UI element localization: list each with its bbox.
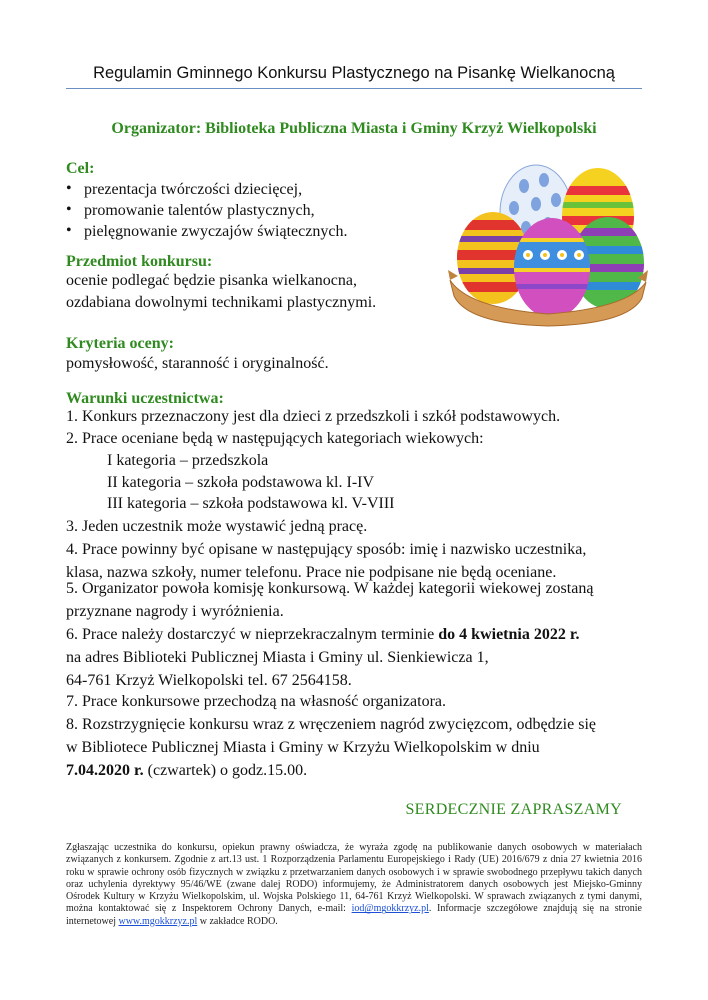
- subject-line: ozdabiana dowolnymi technikami plastycznymi.: [66, 294, 377, 311]
- ceremony-time: (czwartek) o godz.15.00.: [143, 762, 308, 779]
- category-line: II kategoria – szkoła podstawowa kl. I-IV: [107, 474, 375, 491]
- gdpr-footer: [66, 842, 642, 928]
- deadline-text: 6. Prace należy dostarczyć w nieprzekraczalnym terminie: [66, 626, 439, 643]
- condition-line: w Bibliotece Publicznej Miasta i Gminy w Krzyżu Wielkopolskim w dniu: [66, 739, 540, 756]
- category-line: I kategoria – przedszkola: [107, 452, 269, 469]
- category-line: III kategoria – szkoła podstawowa kl. V-VIII: [107, 495, 395, 512]
- goal-heading: Cel:: [66, 160, 95, 177]
- gdpr-text: Zgłaszając uczestnika do konkursu, opiekun prawny oświadcza, że wyraża zgodę na publikowanie danych osobowych w materiałach związanych z konkursem. Zgodnie z art.13 ust. 1 Rozporządzenia Parlamentu Europejskiego i Rady (UE) 2016/679 z dnia 27 kwietnia 2016 roku w sprawie ochrony osób fizycznych w związku z przetwarzaniem danych osobowych i w sprawie swobodnego przepływu takich danych oraz uchylenia dyrektywy 95/46/WE (zwane dalej RODO) informujemy, że Administratorem danych osobowych jest Miejsko-Gminny Ośrodek Kultury w Krzyżu Wielkopolskim, ul. Wojska Polskiego 11, 64-761 Krzyż Wielkopolski. W sprawach związanych z tymi danymi, można kontaktować się z Inspektorem Ochrony Danych, e-mail:: [66, 842, 642, 915]
- condition-line: 4. Prace powinny być opisane w następujący sposób: imię i nazwisko uczestnika,: [66, 541, 587, 558]
- document-title: Regulamin Gminnego Konkursu Plastycznego na Pisankę Wielkanocną: [93, 64, 615, 82]
- criteria-text: pomysłowość, staranność i oryginalność.: [66, 355, 329, 372]
- closing-invitation: SERDECZNIE ZAPRASZAMY: [405, 801, 622, 818]
- condition-line: [66, 762, 307, 780]
- gdpr-text-end: w zakładce RODO.: [197, 915, 278, 927]
- easter-eggs-illustration: [448, 158, 648, 328]
- goal-item: • promowanie talentów plastycznych,: [66, 202, 347, 223]
- organizer-line: Organizator: Biblioteka Publiczna Miasta i Gminy Krzyż Wielkopolski: [111, 120, 597, 137]
- condition-line: 3. Jeden uczestnik może wystawić jedną pracę.: [66, 518, 368, 535]
- goal-item: • pielęgnowanie zwyczajów świątecznych.: [66, 223, 347, 244]
- condition-line: na adres Biblioteki Publicznej Miasta i Gminy ul. Sienkiewicza 1,: [66, 649, 489, 666]
- condition-line: 7. Prace konkursowe przechodzą na własność organizatora.: [66, 693, 446, 710]
- goal-item: • prezentacja twórczości dziecięcej,: [66, 181, 347, 202]
- goal-list: [66, 181, 347, 244]
- ceremony-date: 7.04.2020 r.: [66, 762, 144, 779]
- condition-line: 64-761 Krzyż Wielkopolski tel. 67 2564158.: [66, 672, 352, 689]
- condition-line: 1. Konkurs przeznaczony jest dla dzieci z przedszkoli i szkół podstawowych.: [66, 408, 561, 425]
- subject-line: ocenie podlegać będzie pisanka wielkanocna,: [66, 272, 357, 289]
- email-link[interactable]: iod@mgokkrzyz.pl: [351, 903, 429, 915]
- website-link[interactable]: www.mgokkrzyz.pl: [118, 915, 198, 927]
- condition-line: [66, 626, 579, 644]
- deadline-date: do 4 kwietnia 2022 r.: [438, 626, 580, 643]
- criteria-heading: Kryteria oceny:: [66, 335, 174, 352]
- conditions-heading: Warunki uczestnictwa:: [66, 390, 224, 407]
- header-divider: [66, 88, 642, 89]
- condition-line: 2. Prace oceniane będą w następujących kategoriach wiekowych:: [66, 430, 484, 447]
- condition-line: przyznane nagrody i wyróżnienia.: [66, 603, 284, 620]
- condition-line: 8. Rozstrzygnięcie konkursu wraz z wręczeniem nagród zwycięzcom, odbędzie się: [66, 716, 596, 733]
- condition-line: 5. Organizator powoła komisję konkursową. W każdej kategorii wiekowej zostaną: [66, 580, 594, 597]
- condition-line: klasa, nazwa szkoły, numer telefonu. Prace nie podpisane nie będą oceniane.: [66, 564, 557, 581]
- gdpr-text-mid: . Informacje szczegółowe znajdują się na stronie internetowej: [66, 903, 642, 927]
- subject-heading: Przedmiot konkursu:: [66, 253, 213, 270]
